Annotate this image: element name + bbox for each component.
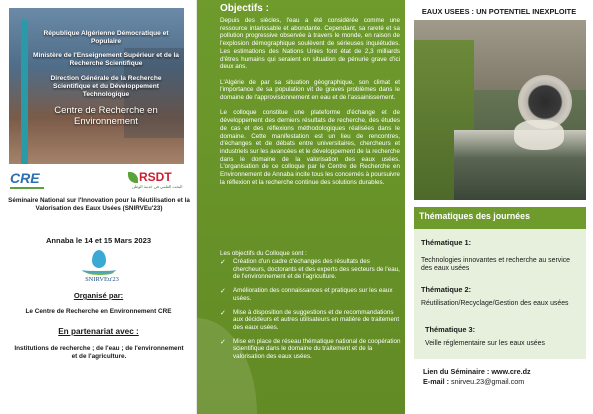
goal-item — [217, 309, 403, 332]
themes-title: Thématiques des journées — [419, 211, 530, 221]
partner-logos — [10, 170, 190, 192]
rsdt-slogan: البحث العلمي في خدمة الوطن — [132, 184, 183, 189]
website-line — [423, 367, 531, 377]
theme-label: Thématique 1: — [421, 238, 472, 247]
objectives-body — [220, 17, 400, 194]
goal-text: Mise en place de réseau thématique national de coopération scientifique dans le domaine du traitement et de la valorisation des eaux usées. — [233, 337, 401, 361]
themes-box — [414, 229, 586, 359]
cre-logo: CRE — [10, 170, 40, 186]
left-panel — [0, 0, 197, 414]
seminar-title: Séminaire National sur l'Innovation pour la Réutilisation et la Valorisation des Eaux Usées (SNIRVEu'23) — [8, 197, 190, 212]
hero-banner — [9, 8, 184, 164]
email-link[interactable]: snirveu.23@gmail.com — [450, 377, 525, 386]
organized-by-label: Organisé par: — [73, 291, 124, 300]
direction-text: Direction Générale de la Recherche Scientifique et du Développement Technologique — [50, 75, 162, 98]
goal-text: Création d'un cadre d'échanges des résultats des chercheurs, doctorants et des experts des secteurs de l'eau, de l'environnement et de l'agriculture. — [233, 258, 400, 281]
themes-panel — [405, 0, 593, 414]
goal-text: Amélioration des connaissances et pratiques sur les eaux usées. — [233, 287, 393, 302]
accent-bar — [21, 20, 28, 164]
goal-item — [217, 258, 403, 281]
check-icon: ✓ — [220, 287, 226, 296]
goal-item — [217, 338, 403, 361]
contact-info — [423, 367, 531, 387]
email-label: E-mail : — [423, 377, 449, 386]
check-icon: ✓ — [220, 308, 226, 317]
check-icon: ✓ — [220, 258, 226, 266]
ministry-text: Ministère de l'Enseignement Supérieur et de la Recherche Scientifique — [33, 52, 179, 67]
rsdt-logo: RSDT — [139, 170, 172, 184]
theme-text: Réutilisation/Recyclage/Gestion des eaux usées — [421, 300, 569, 307]
snirveu-logo — [80, 250, 120, 286]
theme-label: Thématique 2: — [421, 285, 472, 294]
goal-item — [217, 287, 403, 302]
center-name: Centre de Recherche en Environnement — [54, 105, 158, 127]
email-line — [423, 377, 531, 387]
goals-title: Les objectifs du Colloque sont : — [220, 250, 307, 257]
wastewater-photo — [414, 20, 586, 200]
foam-image — [514, 120, 564, 150]
theme-text: Technologies innovantes et recherche au service des eaux usées — [421, 257, 571, 273]
website-link[interactable]: www.cre.dz — [491, 367, 531, 376]
check-icon: ✓ — [220, 337, 226, 346]
hero-text — [31, 30, 181, 127]
partnership-label: En partenariat avec : — [58, 327, 139, 336]
objectives-paragraph: Depuis des siècles, l'eau a été considérée comme une ressource intarissable et abondante. Cependant, sa rareté et sa pollution progressive observée à travers le monde, en raison de l'explosion démographique soulèvent de sérieuses inquiétudes. Les estimations des Nations Unies font état de 2,3 milliards d'êtres humains qui seraient en situation de pénurie grave d'ici deux ans. — [220, 17, 400, 71]
snirveu-logo-text: SNIRVEu'23 — [85, 276, 119, 283]
objectives-paragraph: L'Algérie de par sa situation géographique, son climat et l'importance de sa population vit de graves problèmes dans le domaine de l'approvisionnement en eau et de l'assainissement. — [220, 78, 400, 102]
website-label: Lien du Séminaire : — [423, 367, 490, 376]
objectives-title: Objectifs : — [220, 3, 269, 14]
wave-icon — [86, 269, 114, 275]
leaf-icon — [128, 172, 138, 183]
event-date: Annaba le 14 et 15 Mars 2023 — [45, 236, 152, 245]
organizer-name: Le Centre de Recherche en Environnement CRE — [25, 308, 172, 315]
goal-text: Mise à disposition de suggestions et de recommandations aux décideurs et autres utilisateurs en matière de traitement des eaux usées. — [233, 308, 400, 331]
theme-text: Veille réglementaire sur les eaux usées — [425, 340, 545, 347]
cre-logo-underline — [10, 187, 44, 189]
republic-text: République Algérienne Démocratique et Populaire — [43, 30, 169, 45]
objectives-panel — [197, 0, 405, 414]
objectives-paragraph: Le colloque constitue une plateforme d'échange et de développement des derniers résultats de recherche, des études de cas et des réflexions méthodologiques réalisées dans le domaine. Cette manifestation est un lieu de rencontres, d'échanges et de débats entre universitaires, chercheurs et industriels sur les avancées et le développement de la recherche dans le domaine de la valorisation des eaux usées. L'organisation de ce colloque par le Centre de Recherche en Environnement de Annaba incite tous les concernés à poursuivre la réflexion et la recherche continue des solutions durables. — [220, 109, 400, 186]
partners-text: Institutions de recherche ; de l'eau ; de l'environnement et de l'agriculture. — [14, 345, 184, 360]
goals-list — [217, 258, 403, 367]
theme-label: Thématique 3: — [425, 325, 476, 334]
potential-title: EAUX USEES : UN POTENTIEL INEXPLOITE — [421, 7, 577, 16]
